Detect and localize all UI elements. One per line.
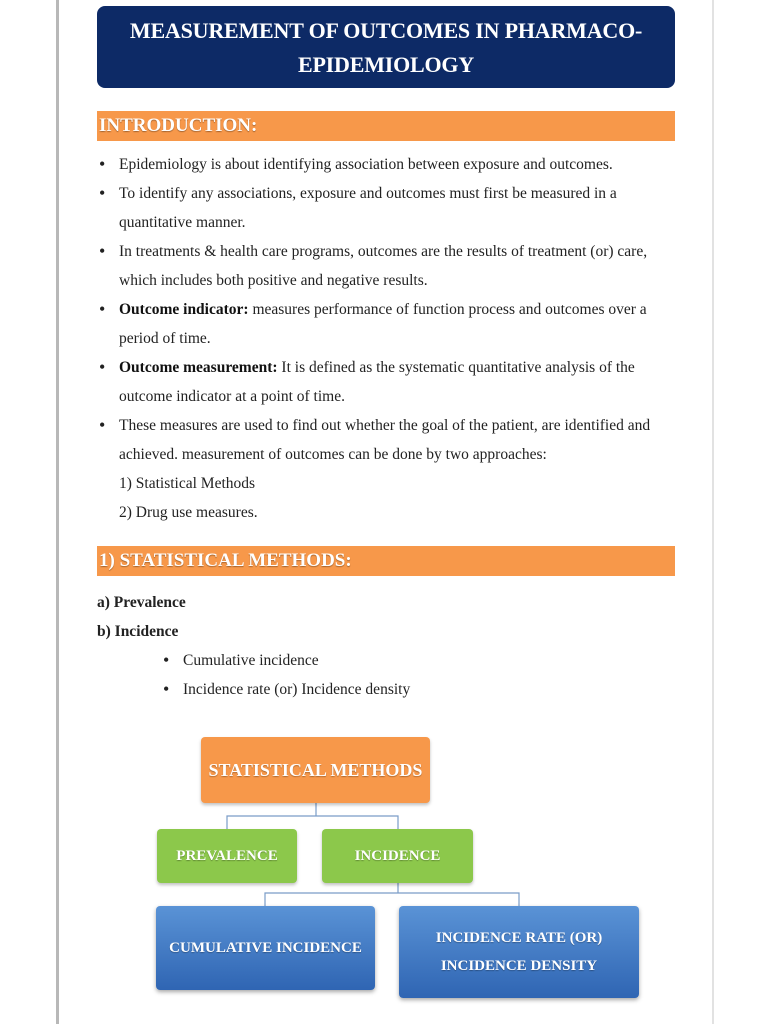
node-incidence-rate	[399, 906, 639, 998]
node-prevalence: PREVALENCE	[157, 829, 297, 883]
incidence-item: b) Incidence	[97, 623, 179, 640]
statistical-methods-heading: 1) STATISTICAL METHODS:	[97, 546, 675, 576]
connector-root-to-level1	[227, 803, 398, 829]
bullet-item: • These measures are used to find out whether the goal of the patient, are identified and achieved. measurement of outcomes can be done by two approaches: 1) Statistical Methods 2) Drug use measures.	[97, 411, 682, 527]
node-statistical-methods: STATISTICAL METHODS	[201, 737, 430, 803]
bullet-item: • Outcome measurement: It is defined as the systematic quantitative analysis of the outcome indicator at a point of time.	[97, 353, 682, 411]
introduction-heading: INTRODUCTION:	[97, 111, 675, 141]
bullet-item: • To identify any associations, exposure and outcomes must first be measured in a quantitative manner.	[97, 179, 682, 237]
bullet-item: • Epidemiology is about identifying association between exposure and outcomes.	[97, 150, 682, 179]
statistical-methods-list	[97, 588, 410, 704]
bullet-item: • In treatments & health care programs, outcomes are the results of treatment (or) care, which includes both positive and negative results.	[97, 237, 682, 295]
approaches-list	[119, 469, 682, 527]
page-title	[97, 6, 675, 88]
approach-item: 1) Statistical Methods	[119, 475, 256, 492]
title-line-1: MEASUREMENT OF OUTCOMES IN PHARMACO-	[129, 18, 643, 43]
introduction-bullet-list	[97, 150, 682, 527]
connector-incidence-to-level2	[265, 883, 519, 906]
node-incidence-rate-line1: INCIDENCE RATE (OR)	[435, 930, 603, 946]
node-cumulative-incidence: CUMULATIVE INCIDENCE	[156, 906, 375, 990]
sub-item: • Incidence rate (or) Incidence density	[163, 679, 411, 699]
node-incidence: INCIDENCE	[322, 829, 473, 883]
node-incidence-rate-line2: INCIDENCE DENSITY	[440, 958, 598, 974]
approach-item: 2) Drug use measures.	[119, 504, 258, 521]
right-margin-line	[712, 0, 714, 1024]
left-margin-line	[56, 0, 59, 1024]
prevalence-item: a) Prevalence	[97, 594, 186, 611]
sub-item: • Cumulative incidence	[163, 650, 319, 670]
bullet-item: • Outcome indicator: measures performance of function process and outcomes over a period of time.	[97, 295, 682, 353]
title-line-2: EPIDEMIOLOGY	[297, 52, 475, 77]
